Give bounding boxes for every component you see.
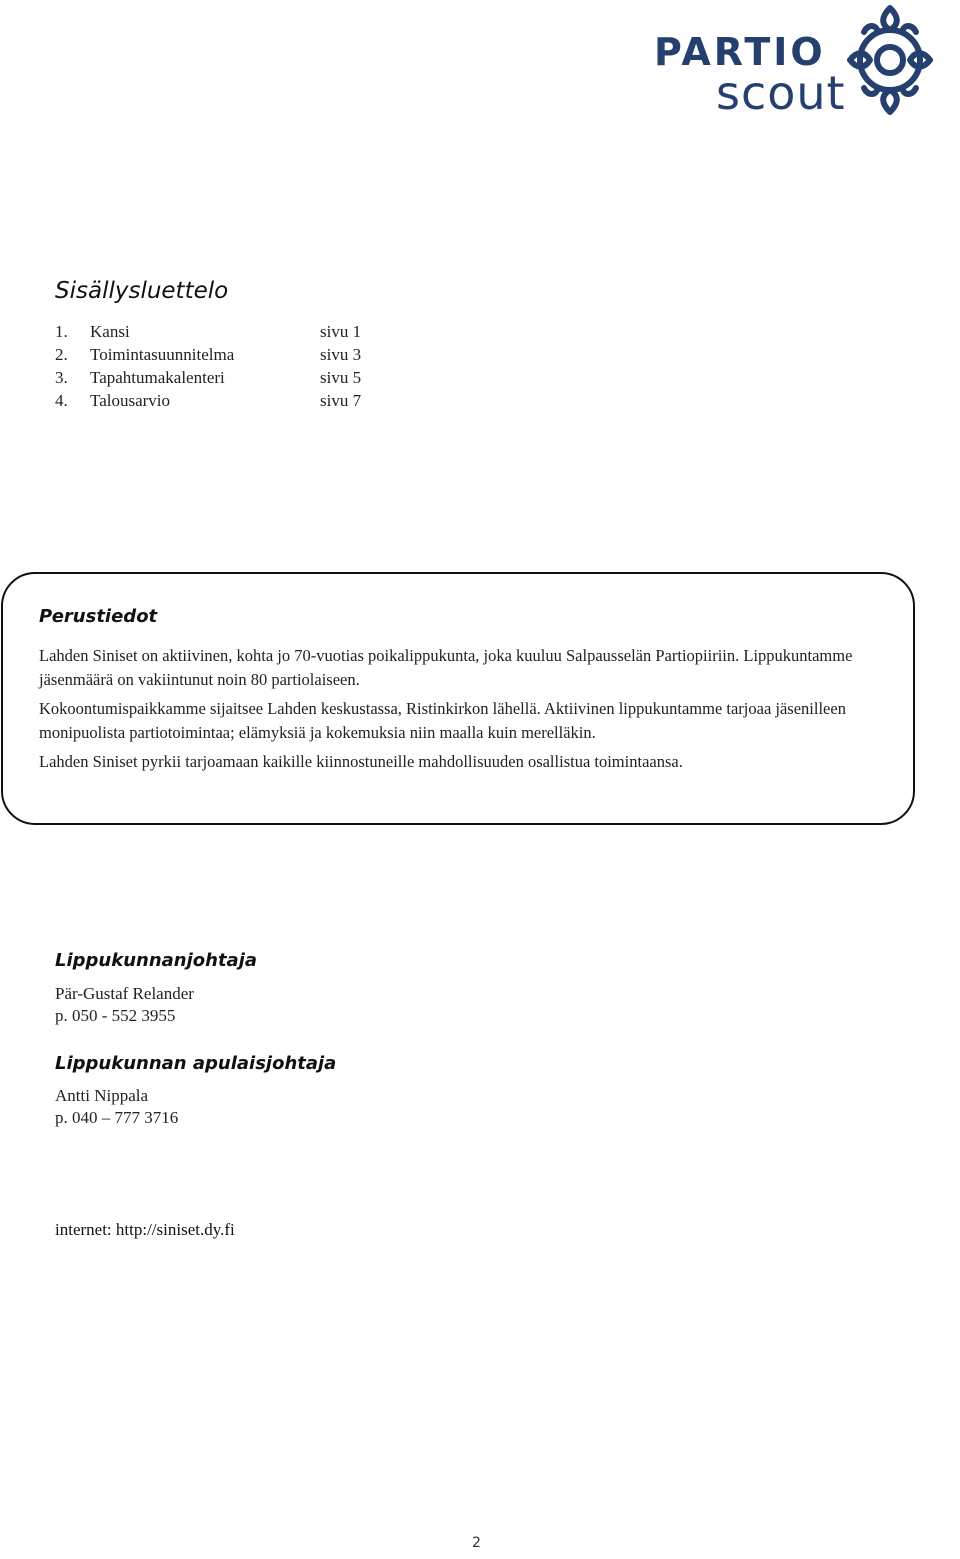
info-paragraph: Kokoontumispaikkamme sijaitsee Lahden keskustassa, Ristinkirkon lähellä. Aktiivinen lippukuntamme tarjoaa jäsenilleen monipuolista partiotoimintaa; elämyksiä ja kokemuksia niin maalla kuin merelläkin.: [39, 699, 846, 742]
scout-lily-emblem-icon: [842, 2, 938, 120]
toc-item-label: Toimintasuunnitelma: [90, 345, 235, 364]
info-paragraph: Lahden Siniset on aktiivinen, kohta jo 70-vuotias poikalippukunta, joka kuuluu Salpausselän Partiopiiriin. Lippukuntamme jäsenmäärä on vakiintunut noin 80 partiolaiseen.: [39, 646, 853, 689]
toc-title: Sisällysluettelo: [55, 278, 229, 304]
partio-scout-logo: [650, 0, 940, 125]
info-paragraph: Lahden Siniset pyrkii tarjoamaan kaikille kiinnostuneille mahdollisuuden osallistua toimintaansa.: [39, 752, 683, 771]
info-title: Perustiedot: [39, 606, 158, 627]
toc-item-page: sivu 1: [320, 322, 362, 341]
toc-item-number: 4.: [55, 391, 68, 410]
leader-phone: p. 050 - 552 3955: [55, 1006, 176, 1025]
toc-item-label: Kansi: [90, 322, 130, 341]
toc-item-page: sivu 3: [320, 345, 362, 364]
toc-item-label: Tapahtumakalenteri: [90, 368, 225, 387]
page-number: 2: [472, 1535, 481, 1551]
assistant-leader-phone: p. 040 – 777 3716: [55, 1108, 179, 1127]
toc-item-number: 2.: [55, 345, 68, 364]
website-link[interactable]: internet: http://siniset.dy.fi: [55, 1220, 235, 1239]
info-body: [39, 644, 884, 774]
assistant-leader-heading: Lippukunnan apulaisjohtaja: [55, 1053, 337, 1074]
toc-item-page: sivu 7: [320, 391, 362, 410]
leader-heading: Lippukunnanjohtaja: [55, 950, 258, 971]
toc-item-number: 3.: [55, 368, 68, 387]
logo-text-partio: PARTIO: [654, 30, 826, 74]
assistant-leader-name: Antti Nippala: [55, 1086, 149, 1105]
leader-name: Pär-Gustaf Relander: [55, 984, 194, 1003]
logo-text-scout: scout: [716, 66, 846, 120]
toc-item-page: sivu 5: [320, 368, 362, 387]
toc-item-label: Talousarvio: [90, 391, 171, 410]
basic-info-box: [1, 572, 915, 825]
toc-item-number: 1.: [55, 322, 68, 341]
